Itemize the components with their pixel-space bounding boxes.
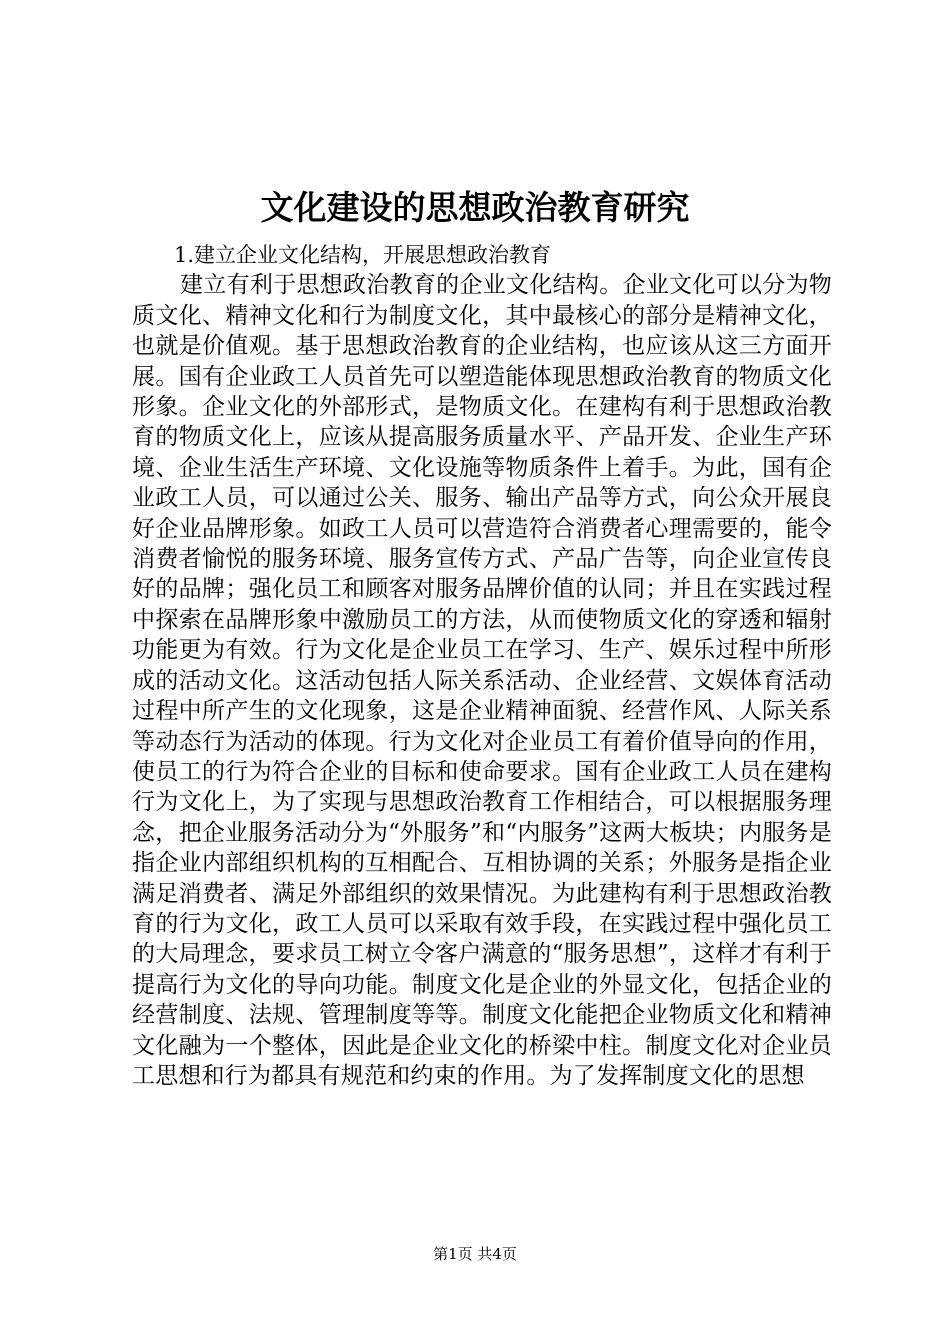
page-indicator: 第1页 共4页 bbox=[433, 1245, 517, 1263]
body-paragraph: 建立有利于思想政治教育的企业文化结构。企业文化可以分为物质文化、精神文化和行为制度文化，其中最核心的部分是精神文化，也就是价值观。基于思想政治教育的企业结构，也应该从这三方面开展。国有企业政工人员首先可以塑造能体现思想政治教育的物质文化形象。企业文化的外部形式，是物质文化。在建构有利于思想政治教育的物质文化上，应该从提高服务质量水平、产品开发、企业生产环境、企业生活生产环境、文化设施等物质条件上着手。为此，国有企业政工人员，可以通过公关、服务、输出产品等方式，向公众开展良好企业品牌形象。如政工人员可以营造符合消费者心理需要的，能令消费者愉悦的服务环境、服务宣传方式、产品广告等，向企业宣传良好的品牌；强化员工和顾客对服务品牌价值的认同；并且在实践过程中探索在品牌形象中激励员工的方法，从而使物质文化的穿透和辐射功能更为有效。行为文化是企业员工在学习、生产、娱乐过程中所形成的活动文化。这活动包括人际关系活动、企业经营、文娱体育活动过程中所产生的文化现象，这是企业精神面貌、经营作风、人际关系等动态行为活动的体现。行为文化对企业员工有着价值导向的作用，使员工的行为符合企业的目标和使命要求。国有企业政工人员在建构行为文化上，为了实现与思想政治教育工作相结合，可以根据服务理念，把企业服务活动分为“外服务”和“内服务”这两大板块；内服务是指企业内部组织机构的互相配合、互相协调的关系；外服务是指企业满足消费者、满足外部组织的效果情况。为此建构有利于思想政治教育的行为文化，政工人员可以采取有效手段，在实践过程中强化员工的大局理念，要求员工树立令客户满意的“服务思想”，这样才有利于提高行为文化的导向功能。制度文化是企业的外显文化，包括企业的经营制度、法规、管理制度等等。制度文化能把企业物质文化和精神文化融为一个整体，因此是企业文化的桥梁中柱。制度文化对企业员工思想和行为都具有规范和约束的作用。为了发挥制度文化的思想 bbox=[132, 272, 832, 1089]
document-title: 文化建设的思想政治教育研究 bbox=[260, 188, 690, 227]
document-body bbox=[132, 240, 832, 1091]
section-heading: 1.建立企业文化结构，开展思想政治教育 bbox=[174, 243, 552, 267]
page-footer bbox=[0, 1244, 950, 1264]
